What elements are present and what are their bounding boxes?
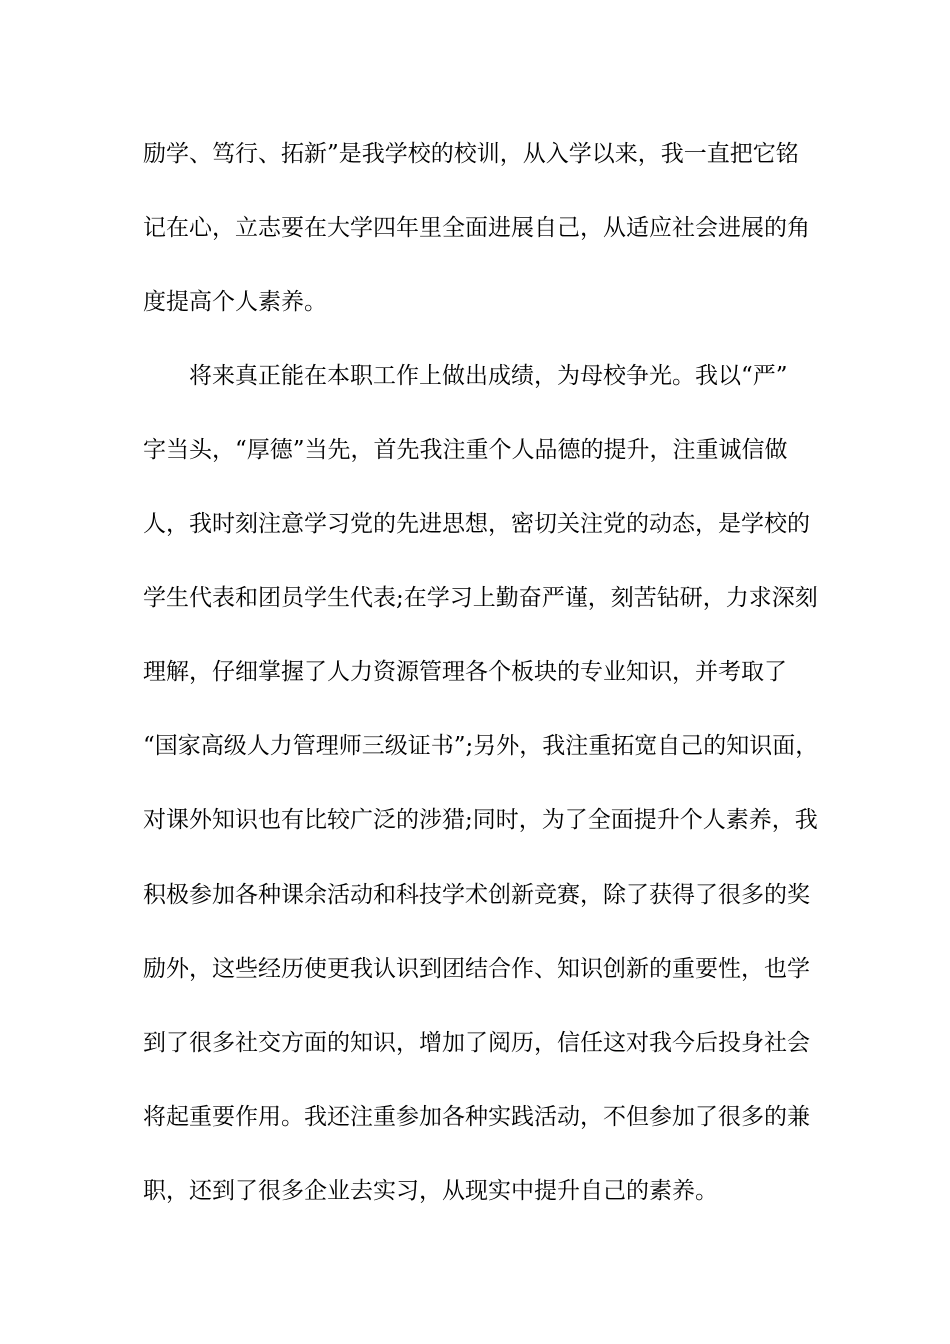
text-line: 职，还到了很多企业去实习，从现实中提升自己的素养。 <box>143 1178 718 1204</box>
text-line: 将来真正能在本职工作上做出成绩，为母校争光。我以“严” <box>189 363 788 389</box>
text-line: 励外，这些经历使更我认识到团结合作、知识创新的重要性，也学 <box>143 956 810 982</box>
text-line: 到了很多社交方面的知识，增加了阅历，信任这对我今后投身社会 <box>143 1030 810 1056</box>
text-line: 字当头，“厚德”当先，首先我注重个人品德的提升，注重诚信做 <box>143 437 788 463</box>
text-line: 励学、笃行、拓新”是我学校的校训，从入学以来，我一直把它铭 <box>143 141 799 167</box>
text-line: 理解，仔细掌握了人力资源管理各个板块的专业知识，并考取了 <box>143 659 787 685</box>
text-line: 对课外知识也有比较广泛的涉猎;同时，为了全面提升个人素养，我 <box>143 807 818 833</box>
text-line: 学生代表和团员学生代表;在学习上勤奋严谨，刻苦钻研，力求深刻 <box>143 585 818 611</box>
text-line: 将起重要作用。我还注重参加各种实践活动，不但参加了很多的兼 <box>143 1104 810 1130</box>
text-line: 度提高个人素养。 <box>143 289 327 315</box>
text-line: 人，我时刻注意学习党的先进思想，密切关注党的动态，是学校的 <box>143 511 810 537</box>
text-line: 积极参加各种课余活动和科技学术创新竞赛，除了获得了很多的奖 <box>143 882 810 908</box>
text-line: 记在心，立志要在大学四年里全面进展自己，从适应社会进展的角 <box>143 215 810 241</box>
text-line: “国家高级人力管理师三级证书”;另外，我注重拓宽自己的知识面， <box>143 733 819 759</box>
